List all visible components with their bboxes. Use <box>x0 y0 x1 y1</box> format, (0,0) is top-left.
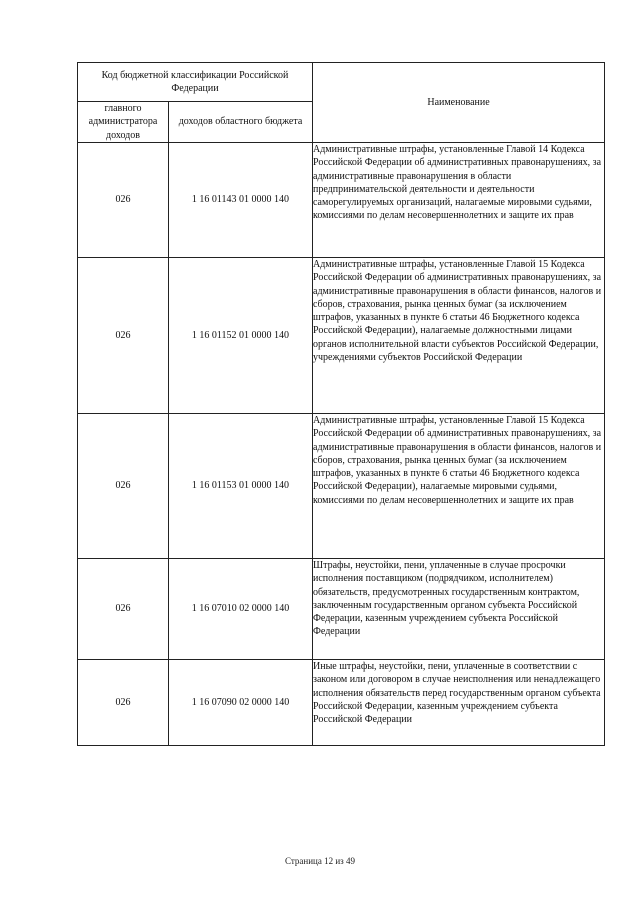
income-code-cell: 1 16 07090 02 0000 140 <box>169 660 313 746</box>
admin-code-cell: 026 <box>78 660 169 746</box>
budget-classification-table <box>77 62 605 746</box>
income-code-cell: 1 16 01152 01 0000 140 <box>169 258 313 414</box>
income-code-cell: 1 16 01153 01 0000 140 <box>169 414 313 559</box>
admin-code-cell: 026 <box>78 559 169 660</box>
name-cell: Административные штрафы, установленные Главой 14 Кодекса Российской Федерации об административных правонарушениях, за административные правонарушения в области предпринимательской деятельности и деятельности саморегулируемых организаций, налагаемые мировыми судьями, комиссиями по делам несовершеннолетних и защите их прав <box>313 143 605 258</box>
name-cell: Иные штрафы, неустойки, пени, уплаченные в соответствии с законом или договором в случае неисполнения или ненадлежащего исполнения обязательств перед государственным органом субъекта Российской Федерации, казенным учреждением субъекта Российской Федерации <box>313 660 605 746</box>
table-row <box>78 559 605 660</box>
header-income-column: доходов областного бюджета <box>169 102 313 143</box>
header-admin-column: главного администратора доходов <box>78 102 169 143</box>
admin-code-cell: 026 <box>78 143 169 258</box>
header-group-label: Код бюджетной классификации Российской Федерации <box>78 63 313 102</box>
table-row <box>78 143 605 258</box>
page-number: Страница 12 из 49 <box>285 856 355 866</box>
admin-code-cell: 026 <box>78 258 169 414</box>
table-row <box>78 258 605 414</box>
header-name-column: Наименование <box>313 63 605 143</box>
table-row <box>78 414 605 559</box>
header-row-top <box>78 63 605 102</box>
income-code-cell: 1 16 01143 01 0000 140 <box>169 143 313 258</box>
name-cell: Штрафы, неустойки, пени, уплаченные в случае просрочки исполнения поставщиком (подрядчиком, исполнителем) обязательств, предусмотренных государственным контрактом, заключенным государственным органом субъекта Российской Федерации, казенным учреждением субъекта Российской Федерации <box>313 559 605 660</box>
table-row <box>78 660 605 746</box>
name-cell: Административные штрафы, установленные Главой 15 Кодекса Российской Федерации об административных правонарушениях, за административные правонарушения в области финансов, налогов и сборов, страхования, рынка ценных бумаг (за исключением штрафов, указанных в пункте 6 статьи 46 Бюджетного кодекса Российской Федерации), налагаемые должностными лицами органов исполнительной власти субъектов Российской Федерации, учреждениями субъектов Российской Федерации <box>313 258 605 414</box>
admin-code-cell: 026 <box>78 414 169 559</box>
name-cell: Административные штрафы, установленные Главой 15 Кодекса Российской Федерации об административных правонарушениях, за административные правонарушения в области финансов, налогов и сборов, страхования, рынка ценных бумаг (за исключением штрафов, указанных в пункте 6 статьи 46 Бюджетного кодекса Российской Федерации), налагаемые мировыми судьями, комиссиями по делам несовершеннолетних и защите их прав <box>313 414 605 559</box>
income-code-cell: 1 16 07010 02 0000 140 <box>169 559 313 660</box>
